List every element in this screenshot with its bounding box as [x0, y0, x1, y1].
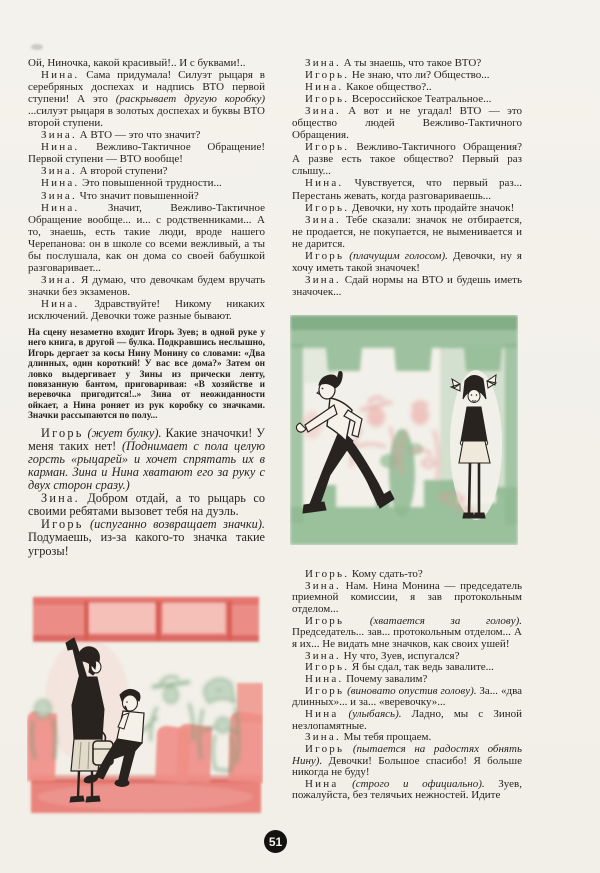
speaker-name: Зина.	[305, 213, 341, 226]
dialogue-text: Девочки, ну я хочу иметь такой значочек!	[292, 249, 522, 274]
dialogue-text: Вежливо-Тактичного Обращения? А разве есть такое общество? Первый раз слышу...	[292, 141, 522, 178]
speaker-name: Зина.	[305, 105, 341, 118]
dialogue-text: Зуев, пожалуйста, без телячьих нежностей. Идите	[292, 777, 522, 802]
dialogue-paragraph	[28, 177, 265, 189]
dialogue-text: Что значит повышенной?	[76, 189, 199, 202]
speaker-name: Зина.	[305, 57, 341, 69]
illustration-trolleybus	[27, 591, 263, 817]
dialogue-text: Это повышенной трудности...	[79, 177, 222, 190]
dialogue-paragraph	[28, 69, 265, 129]
speaker-name: Зина.	[41, 129, 77, 142]
speaker-name: Нина.	[41, 177, 80, 190]
left-dialogue-after-stage	[28, 427, 265, 558]
dialogue-text: Ой, Ниночка, какой красивый!.. И с буквами!..	[28, 57, 246, 69]
speaker-name: Игорь	[305, 742, 345, 755]
dialogue-paragraph	[292, 744, 522, 779]
speaker-name: Игорь	[41, 517, 84, 532]
speaker-name: Нина.	[41, 69, 80, 82]
dialogue-text: Почему завалим?	[343, 672, 428, 685]
speaker-name: Нина	[305, 707, 339, 720]
dialogue-paragraph	[28, 57, 265, 69]
dialogue-text: Я бы сдал, так ведь завалите...	[349, 661, 494, 674]
page-number: 51	[268, 834, 283, 849]
speaker-name: Игорь.	[305, 568, 350, 580]
dialogue-text: ...силуэт рыцаря в золотых доспехах и буквы ВТО второй ступени.	[28, 105, 265, 130]
speaker-name: Зина.	[305, 731, 341, 744]
dialogue-paragraph	[292, 202, 522, 214]
dialogue-text: Ладно, мы с Зиной незлопамятные.	[292, 707, 522, 732]
dialogue-text: Подумаешь, из-за какого-то значка такие угрозы!	[28, 530, 265, 558]
dialogue-text: Председатель... зав... протокольным отделом... А я их... Не видать мне значков, как своих ушей!	[292, 626, 522, 650]
page-number-badge	[264, 830, 287, 853]
dialogue-text: А ты знаешь, что такое ВТО?	[340, 57, 482, 69]
speaker-name: Нина.	[41, 201, 80, 214]
right-column-bottom	[292, 569, 522, 802]
left-column	[28, 57, 265, 558]
dialogue-paragraph	[292, 214, 522, 250]
speaker-name: Игорь	[305, 614, 345, 627]
red-interior	[27, 597, 263, 813]
left-dialogue-top	[28, 57, 265, 322]
dialogue-paragraph	[292, 581, 522, 616]
dialogue-text: За... «два длинных»... и за... «веревочку»...	[292, 684, 523, 709]
stage-note: (улыбаясь).	[338, 707, 402, 720]
dialogue-text: Всероссийское Театральное...	[349, 93, 492, 106]
speaker-name: Нина.	[305, 672, 344, 685]
dialogue-paragraph	[28, 165, 265, 177]
speaker-name: Зина.	[41, 273, 77, 286]
dialogue-text: Тебе сказали: значок не отбирается, не продается, не покупается, не выменивается и не дарится.	[292, 213, 522, 250]
dialogue-paragraph	[28, 492, 265, 518]
dialogue-text: Девочки! Большое спасибо! Я больше никогда не буду!	[292, 754, 522, 779]
dialogue-paragraph	[292, 69, 522, 81]
speaker-name: Зина.	[305, 579, 341, 592]
dialogue-text: Сама придумала! Силуэт рыцаря в серебряных доспехах и надпись ВТО первой ступени! А это	[28, 69, 265, 106]
stage-direction-block	[28, 328, 265, 422]
speaker-name: Игорь.	[305, 661, 350, 674]
dialogue-paragraph	[292, 93, 522, 105]
speaker-name: Нина.	[41, 141, 80, 154]
dialogue-paragraph	[292, 616, 522, 651]
dialogue-paragraph	[28, 141, 265, 165]
dialogue-text: А вот и не угадал! ВТО — это общество людей Вежливо-Тактичного Обращения.	[292, 105, 522, 142]
dialogue-paragraph	[28, 274, 265, 298]
dialogue-paragraph	[28, 328, 265, 422]
stage-note: (пытается на радостях обнять Нину).	[292, 742, 522, 767]
dialogue-text: На сцену незаметно входит Игорь Зуев; в одной руке у него книга, в другой — булка. Подкравшись неслышно, Игорь дергает за косы Нину Монину со словами: «Два длинных, один короткий! У вас все дома?» Затем он ловко выдергивает у Зины из прически ленту, повязанную бантом, приговаривая: «В хозяйстве и веревочка пригодится!..» Зина от неожиданности ойкает, а Нина роняет из рук коробку со значками. Значки рассыпаются по полу...	[28, 328, 265, 422]
speaker-name: Зина.	[305, 273, 341, 286]
speaker-name: Игорь.	[305, 141, 350, 154]
speaker-name: Игорь.	[305, 201, 350, 214]
stage-note: (виновато опустив голову).	[344, 684, 477, 697]
dialogue-paragraph	[28, 202, 265, 274]
stage-note: (плачущим голосом).	[344, 249, 448, 262]
speaker-name: Зина.	[305, 649, 341, 662]
dialogue-text: Добром отдай, а то рыцарь со своими ребятами вызовет тебя на дуэль.	[28, 491, 265, 519]
speaker-name: Зина.	[41, 165, 77, 178]
dialogue-paragraph	[292, 274, 522, 298]
speaker-name: Зина.	[41, 491, 80, 506]
dialogue-paragraph	[28, 518, 265, 557]
dialogue-paragraph	[292, 57, 522, 69]
stage-note: (хватается за голову).	[344, 614, 522, 627]
dialogue-text: Ну что, Зуев, испугался?	[340, 649, 460, 662]
dialogue-text: Нам. Нина Монина — председатель приемной комиссии, я зав протокольным отделом...	[292, 579, 522, 615]
speaker-name: Игорь	[41, 425, 84, 440]
dialogue-text: Мы тебя прощаем.	[340, 731, 432, 744]
dialogue-text: Чувствуется, что первый раз... Перестань жевать, когда разговариваешь...	[292, 177, 522, 202]
speaker-name: Нина.	[305, 177, 344, 190]
speaker-name: Зина.	[41, 189, 77, 202]
right-column-top	[292, 57, 522, 298]
dialogue-text: Здравствуйте! Никому никаких исключений. Девочки тоже разные бывают.	[28, 297, 265, 322]
illustration-boy-and-girl	[290, 315, 518, 545]
dialogue-paragraph	[292, 81, 522, 93]
stage-note: (испуганно возвращает значки).	[83, 517, 265, 532]
dialogue-paragraph	[292, 709, 522, 732]
scan-smudge	[31, 44, 43, 50]
stage-note: (раскрывает другую коробку)	[115, 93, 266, 106]
speaker-name: Нина	[305, 777, 339, 790]
dialogue-text: Кому сдать-то?	[349, 568, 423, 580]
dialogue-text: Какие значочки! У меня таких нет!	[28, 425, 265, 453]
dialogue-paragraph	[292, 779, 522, 802]
speaker-name: Игорь.	[305, 69, 350, 82]
dialogue-text: Не знаю, что ли? Общество...	[349, 69, 490, 82]
dialogue-text: А второй ступени?	[76, 165, 168, 178]
stage-note: (Поднимает с пола целую горсть «рыцарей» и хочет спрятать их в карман. Зина и Нина хватают его за руку с двух сторон сразу.)	[28, 438, 265, 493]
speaker-name: Игорь	[305, 684, 345, 697]
dialogue-paragraph	[292, 177, 522, 201]
dialogue-paragraph	[28, 129, 265, 141]
dialogue-paragraph	[292, 686, 522, 709]
dialogue-paragraph	[28, 298, 265, 322]
dialogue-text: Значит, Вежливо-Тактичное Обращение вообще... и... с родственниками... А то, знаешь, есть такие люди, вроде нашего Черепанова: он в школе со всеми вежливый, а ты бы послушала, как он дома со своей бабушкой разговаривает...	[28, 201, 265, 274]
dialogue-paragraph	[292, 250, 522, 274]
dialogue-text: Вежливо-Тактичное Обращение! Первой ступени — ВТО вообще!	[28, 141, 265, 166]
stage-note: (жует булку).	[83, 425, 162, 440]
boy-figure	[296, 372, 394, 513]
dialogue-paragraph	[292, 141, 522, 177]
dialogue-text: Девочки, ну хоть продайте значок!	[349, 201, 515, 214]
speaker-name: Игорь.	[305, 93, 350, 106]
dialogue-paragraph	[28, 190, 265, 202]
speaker-name: Игорь	[305, 249, 345, 262]
dialogue-text: Какое общество?..	[343, 81, 432, 94]
dialogue-paragraph	[292, 105, 522, 141]
speaker-name: Нина.	[41, 297, 80, 310]
stage-note: (строго и официально).	[338, 777, 485, 790]
dialogue-text: Сдай нормы на ВТО и будешь иметь значочек...	[292, 273, 522, 298]
dialogue-text: А ВТО — это что значит?	[76, 129, 201, 142]
speaker-name: Нина.	[305, 81, 344, 94]
dialogue-text: Я думаю, что девочкам будем вручать значки без экзаменов.	[28, 273, 265, 298]
dialogue-paragraph	[28, 427, 265, 492]
